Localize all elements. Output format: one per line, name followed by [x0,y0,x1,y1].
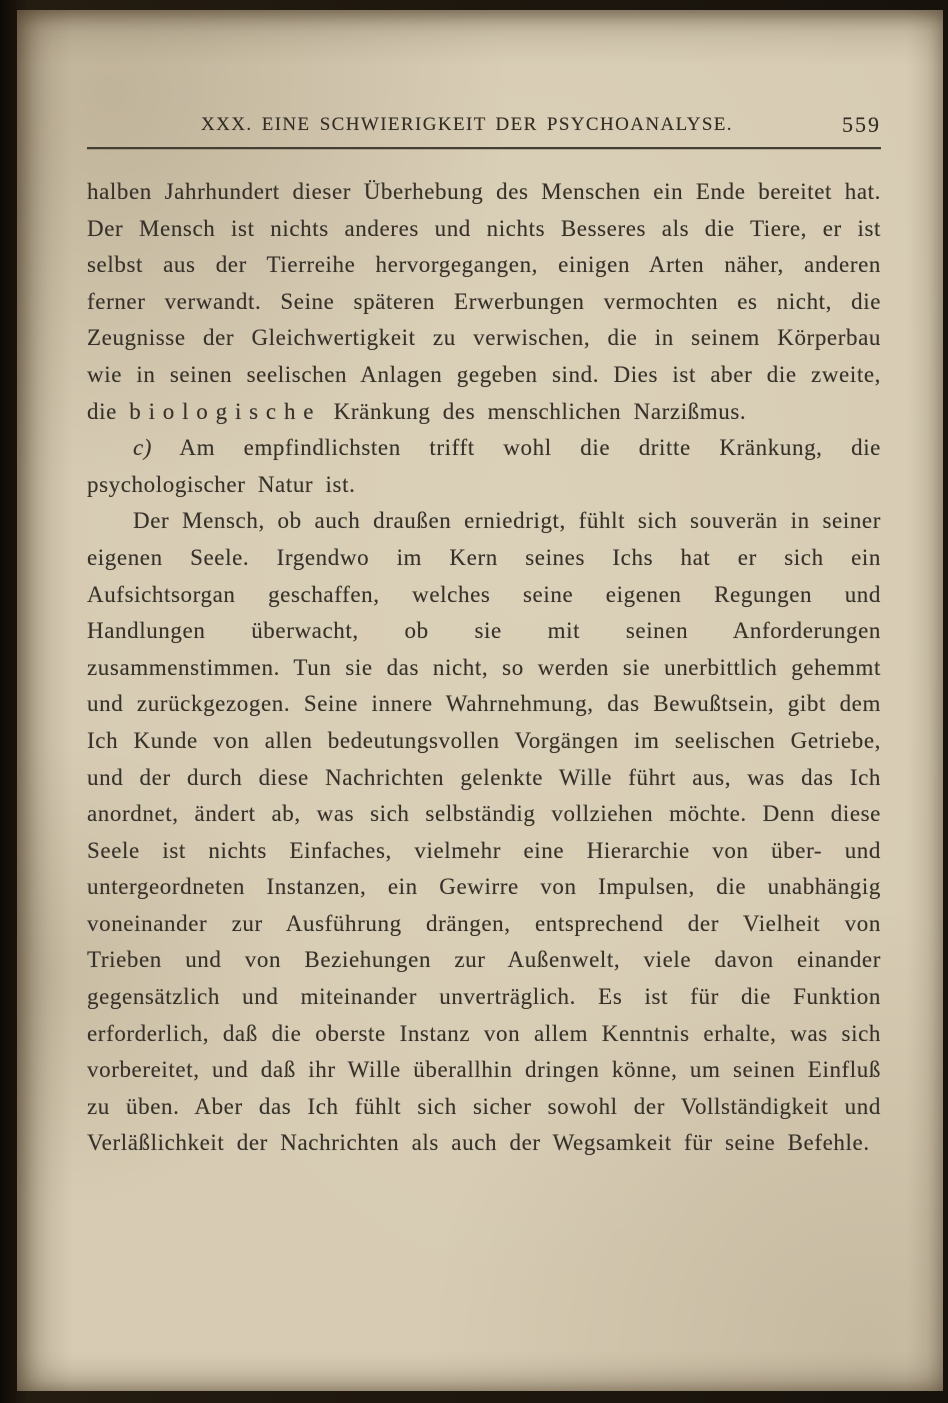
list-item-marker: c) [133,435,153,461]
page-content [17,10,943,1162]
paragraph-text: halben Jahrhundert dieser Überhebung des Menschen ein Ende bereitet hat. Der Mensch ist nichts anderes und nichts Besseres als die Tiere, er ist selbst aus der Tierreihe hervorgegangen, einigen Arten näher, anderen ferner verwandt. Seine späteren Erwerbungen vermochten es nicht, die Zeugnisse der Gleichwertigkeit zu verwischen, die in seinem Körperbau wie in seinen seelischen Anlagen gegeben sind. Dies ist aber die zweite, die [87,179,881,424]
book-page [17,10,943,1391]
paragraph [87,174,881,430]
paragraph-text: Kränkung des menschlichen Narzißmus. [321,398,747,424]
page-body [87,174,881,1162]
paragraph-text: Am empfindlichsten trifft wohl die dritte Kränkung, die psychologischer Natur ist. [87,435,881,497]
paragraph: Der Mensch, ob auch draußen erniedrigt, fühlt sich souverän in seiner eigenen Seele. Irgendwo im Kern seines Ichs hat er sich ein Aufsichtsorgan geschaffen, welches seine eigenen Regungen und Handlungen überwacht, ob sie mit seinen Anforderungen zusammenstimmen. Tun sie das nicht, so werden sie unerbittlich gehemmt und zurückgezogen. Seine innere Wahrnehmung, das Bewußtsein, gibt dem Ich Kunde von allen bedeutungsvollen Vorgängen im seelischen Getriebe, und der durch diese Nachrichten gelenkte Wille führt aus, was das Ich anordnet, ändert ab, was sich selbständig vollziehen möchte. Denn diese Seele ist nichts Einfaches, vielmehr eine Hierarchie von über- und untergeordneten Instanzen, ein Gewirre von Impulsen, die unabhängig voneinander zur Ausführung drängen, entsprechend der Vielheit von Trieben und von Beziehungen zur Außenwelt, viele davon einander gegensätzlich und miteinander unverträglich. Es ist für die Funktion erforderlich, daß die oberste Instanz von allem Kenntnis erhalte, was sich vorbereitet, und daß ihr Wille überallhin dringen könne, um seinen Einfluß zu üben. Aber das Ich fühlt sich sicher sowohl der Vollständigkeit und Verläßlichkeit der Nachrichten als auch der Wegsamkeit für seine Befehle. [87,508,881,1156]
running-header [87,114,881,140]
header-rule [87,147,881,149]
paragraph [87,430,881,503]
running-header-title: XXX. EINE SCHWIERIGKEIT DER PSYCHOANALYSE. [201,114,733,135]
emphasized-word: biologische [129,398,322,424]
page-number: 559 [842,112,881,137]
